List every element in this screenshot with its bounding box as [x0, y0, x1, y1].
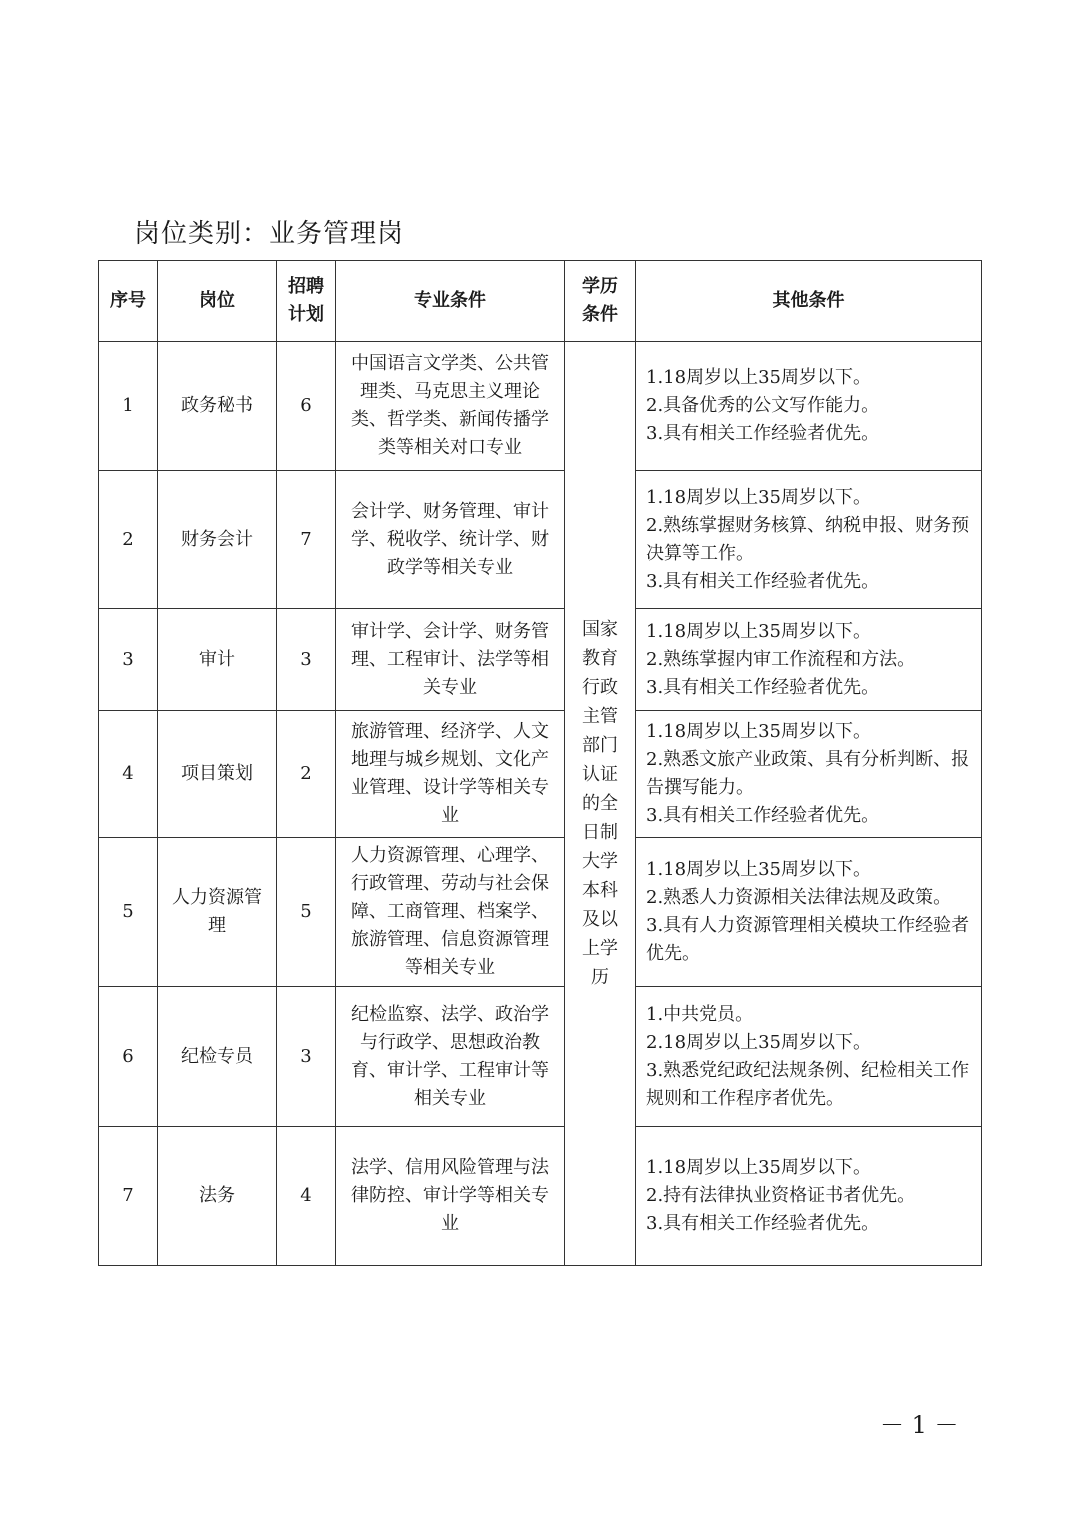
- row-major: 审计学、会计学、财务管理、工程审计、法学等相关专业: [336, 609, 565, 711]
- condition-line: 1.18周岁以上35周岁以下。: [646, 721, 871, 742]
- condition-line: 1.18周岁以上35周岁以下。: [646, 486, 871, 508]
- table-row: [99, 609, 982, 711]
- row-position: 审计: [158, 609, 277, 711]
- table-header-row: [99, 261, 982, 342]
- condition-line: 2.熟练掌握内审工作流程和方法。: [646, 648, 916, 670]
- row-seq: 6: [99, 987, 158, 1127]
- condition-line: 3.具有相关工作经验者优先。: [646, 423, 880, 444]
- table-row: [99, 711, 982, 838]
- row-plan: 4: [277, 1127, 336, 1266]
- row-major: 人力资源管理、心理学、行政管理、劳动与社会保障、工商管理、档案学、旅游管理、信息资源管理等相关专业: [336, 838, 565, 987]
- row-position: 项目策划: [158, 711, 277, 838]
- row-other-conditions: [636, 609, 982, 711]
- row-major: 会计学、财务管理、审计学、税收学、统计学、财政学等相关专业: [336, 471, 565, 609]
- row-position: 纪检专员: [158, 987, 277, 1127]
- condition-line: 1.18周岁以上35周岁以下。: [646, 367, 871, 388]
- table-row: [99, 987, 982, 1127]
- row-major: 纪检监察、法学、政治学与行政学、思想政治教育、审计学、工程审计等相关专业: [336, 987, 565, 1127]
- table-row: [99, 1127, 982, 1266]
- row-seq: 1: [99, 342, 158, 471]
- table-row: [99, 838, 982, 987]
- header-major: 专业条件: [336, 261, 565, 342]
- condition-line: 2.熟悉文旅产业政策、具有分析判断、报告撰写能力。: [646, 749, 970, 798]
- condition-line: 2.18周岁以上35周岁以下。: [646, 1031, 871, 1053]
- row-plan: 6: [277, 342, 336, 471]
- row-major: 旅游管理、经济学、人文地理与城乡规划、文化产业管理、设计学等相关专业: [336, 711, 565, 838]
- condition-line: 2.具备优秀的公文写作能力。: [646, 395, 880, 416]
- condition-line: 3.熟悉党纪政纪法规条例、纪检相关工作规则和工作程序者优先。: [646, 1059, 970, 1109]
- section-heading: 岗位类别：业务管理岗: [134, 219, 405, 249]
- row-plan: 5: [277, 838, 336, 987]
- table-row: [99, 471, 982, 609]
- row-plan: 3: [277, 609, 336, 711]
- condition-line: 3.具有相关工作经验者优先。: [646, 570, 880, 592]
- condition-line: 3.具有人力资源管理相关模块工作经验者优先。: [646, 915, 970, 964]
- row-seq: 5: [99, 838, 158, 987]
- row-plan: 3: [277, 987, 336, 1127]
- header-position: 岗位: [158, 261, 277, 342]
- row-position: 财务会计: [158, 471, 277, 609]
- education-requirement: 国家教育行政主管部门认证的全日制大学本科及以上学历: [565, 342, 636, 1266]
- condition-line: 3.具有相关工作经验者优先。: [646, 676, 880, 698]
- row-major: 法学、信用风险管理与法律防控、审计学等相关专业: [336, 1127, 565, 1266]
- row-major: 中国语言文学类、公共管理类、马克思主义理论类、哲学类、新闻传播学类等相关对口专业: [336, 342, 565, 471]
- header-other: 其他条件: [636, 261, 982, 342]
- condition-line: 2.持有法律执业资格证书者优先。: [646, 1185, 916, 1206]
- row-plan: 7: [277, 471, 336, 609]
- condition-line: 1.18周岁以上35周岁以下。: [646, 859, 871, 880]
- row-plan: 2: [277, 711, 336, 838]
- row-other-conditions: [636, 1127, 982, 1266]
- row-other-conditions: [636, 711, 982, 838]
- condition-line: 1.中共党员。: [646, 1003, 754, 1025]
- condition-line: 1.18周岁以上35周岁以下。: [646, 620, 871, 642]
- row-seq: 4: [99, 711, 158, 838]
- row-position: 人力资源管理: [158, 838, 277, 987]
- row-other-conditions: [636, 342, 982, 471]
- row-other-conditions: [636, 987, 982, 1127]
- condition-line: 2.熟练掌握财务核算、纳税申报、财务预决算等工作。: [646, 514, 970, 564]
- row-position: 政务秘书: [158, 342, 277, 471]
- condition-line: 1.18周岁以上35周岁以下。: [646, 1157, 871, 1178]
- header-plan: 招聘计划: [277, 261, 336, 342]
- recruitment-table: [98, 260, 982, 1266]
- row-other-conditions: [636, 471, 982, 609]
- header-seq: 序号: [99, 261, 158, 342]
- page-number: － 1 －: [880, 1411, 959, 1439]
- row-seq: 3: [99, 609, 158, 711]
- header-education: 学历条件: [565, 261, 636, 342]
- row-seq: 7: [99, 1127, 158, 1266]
- condition-line: 3.具有相关工作经验者优先。: [646, 805, 880, 826]
- row-other-conditions: [636, 838, 982, 987]
- row-position: 法务: [158, 1127, 277, 1266]
- condition-line: 3.具有相关工作经验者优先。: [646, 1213, 880, 1234]
- table-row: [99, 342, 982, 471]
- row-seq: 2: [99, 471, 158, 609]
- condition-line: 2.熟悉人力资源相关法律法规及政策。: [646, 887, 952, 908]
